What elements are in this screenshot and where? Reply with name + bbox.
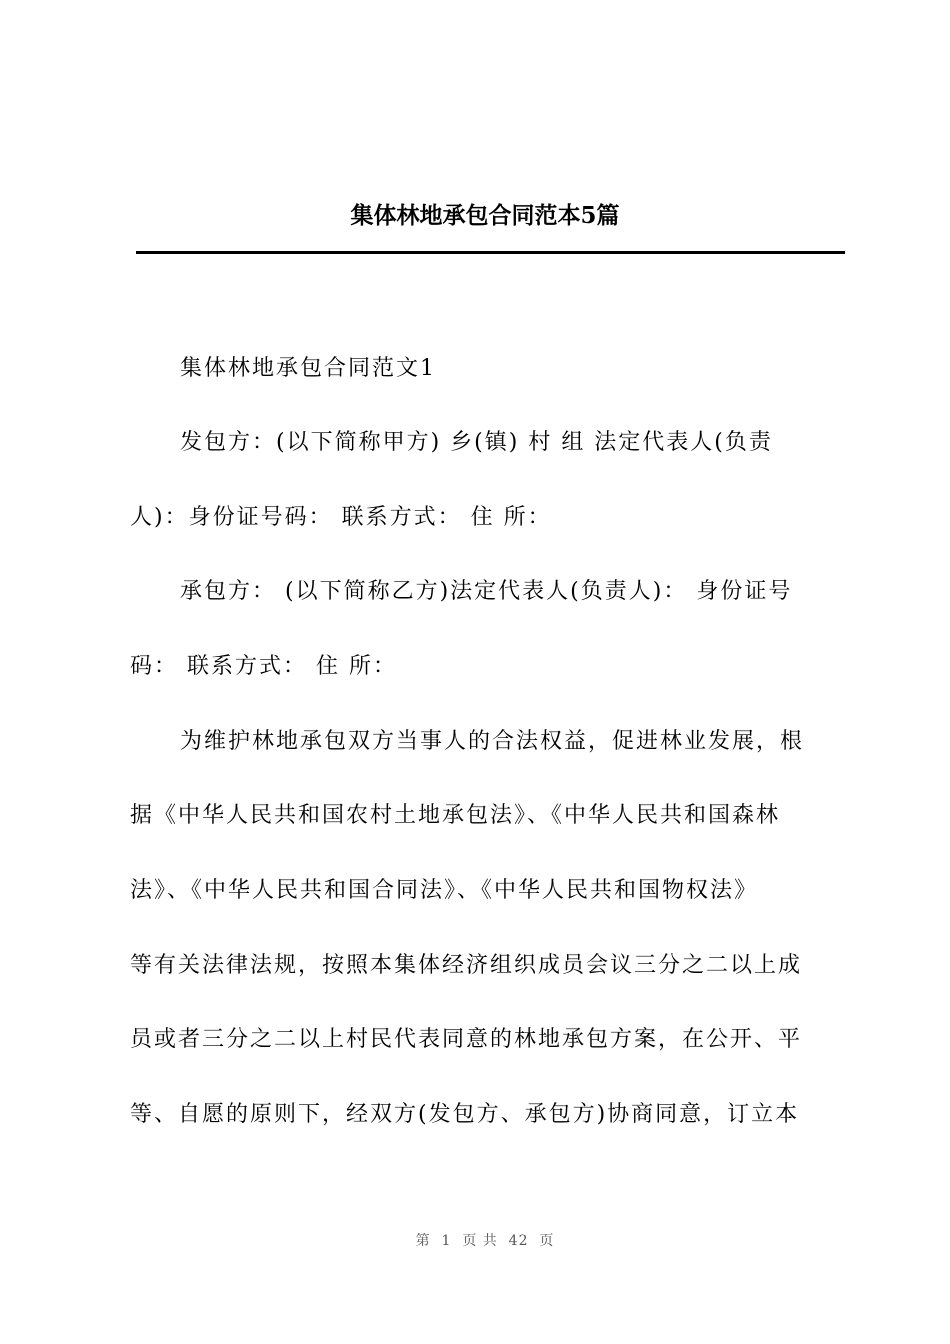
document-title: 集体林地承包合同范本5篇 (350, 202, 620, 229)
body-line-8: 法》、《中华人民共和国合同法》、《中华人民共和国物权法》 (130, 878, 759, 903)
body-line-4: 承包方： (以下简称乙方)法定代表人(负责人)： 身份证号 (180, 579, 793, 604)
body-line-10: 员或者三分之二以上村民代表同意的林地承包方案，在公开、平 (130, 1027, 803, 1052)
body-line-6: 为维护林地承包双方当事人的合法权益，促进林业发展，根 (180, 729, 805, 754)
body-line-7: 据《中华人民共和国农村土地承包法》、《中华人民共和国森林 (130, 803, 781, 828)
body-line-3: 人)：身份证号码： 联系方式： 住 所： (130, 505, 552, 530)
body-line-5: 码： 联系方式： 住 所： (130, 654, 397, 679)
body-line-11: 等、自愿的原则下，经双方(发包方、承包方)协商同意，订立本 (130, 1102, 800, 1127)
body-line-1: 集体林地承包合同范文1 (180, 356, 436, 381)
body-line-2: 发包方：(以下简称甲方) 乡(镇) 村 组 法定代表人(负责 (180, 430, 773, 455)
page-number-footer: 第 1 页 共 42 页 (415, 1233, 555, 1249)
body-line-9: 等有关法律法规，按照本集体经济组织成员会议三分之二以上成 (130, 953, 803, 978)
title-underline (136, 251, 845, 254)
